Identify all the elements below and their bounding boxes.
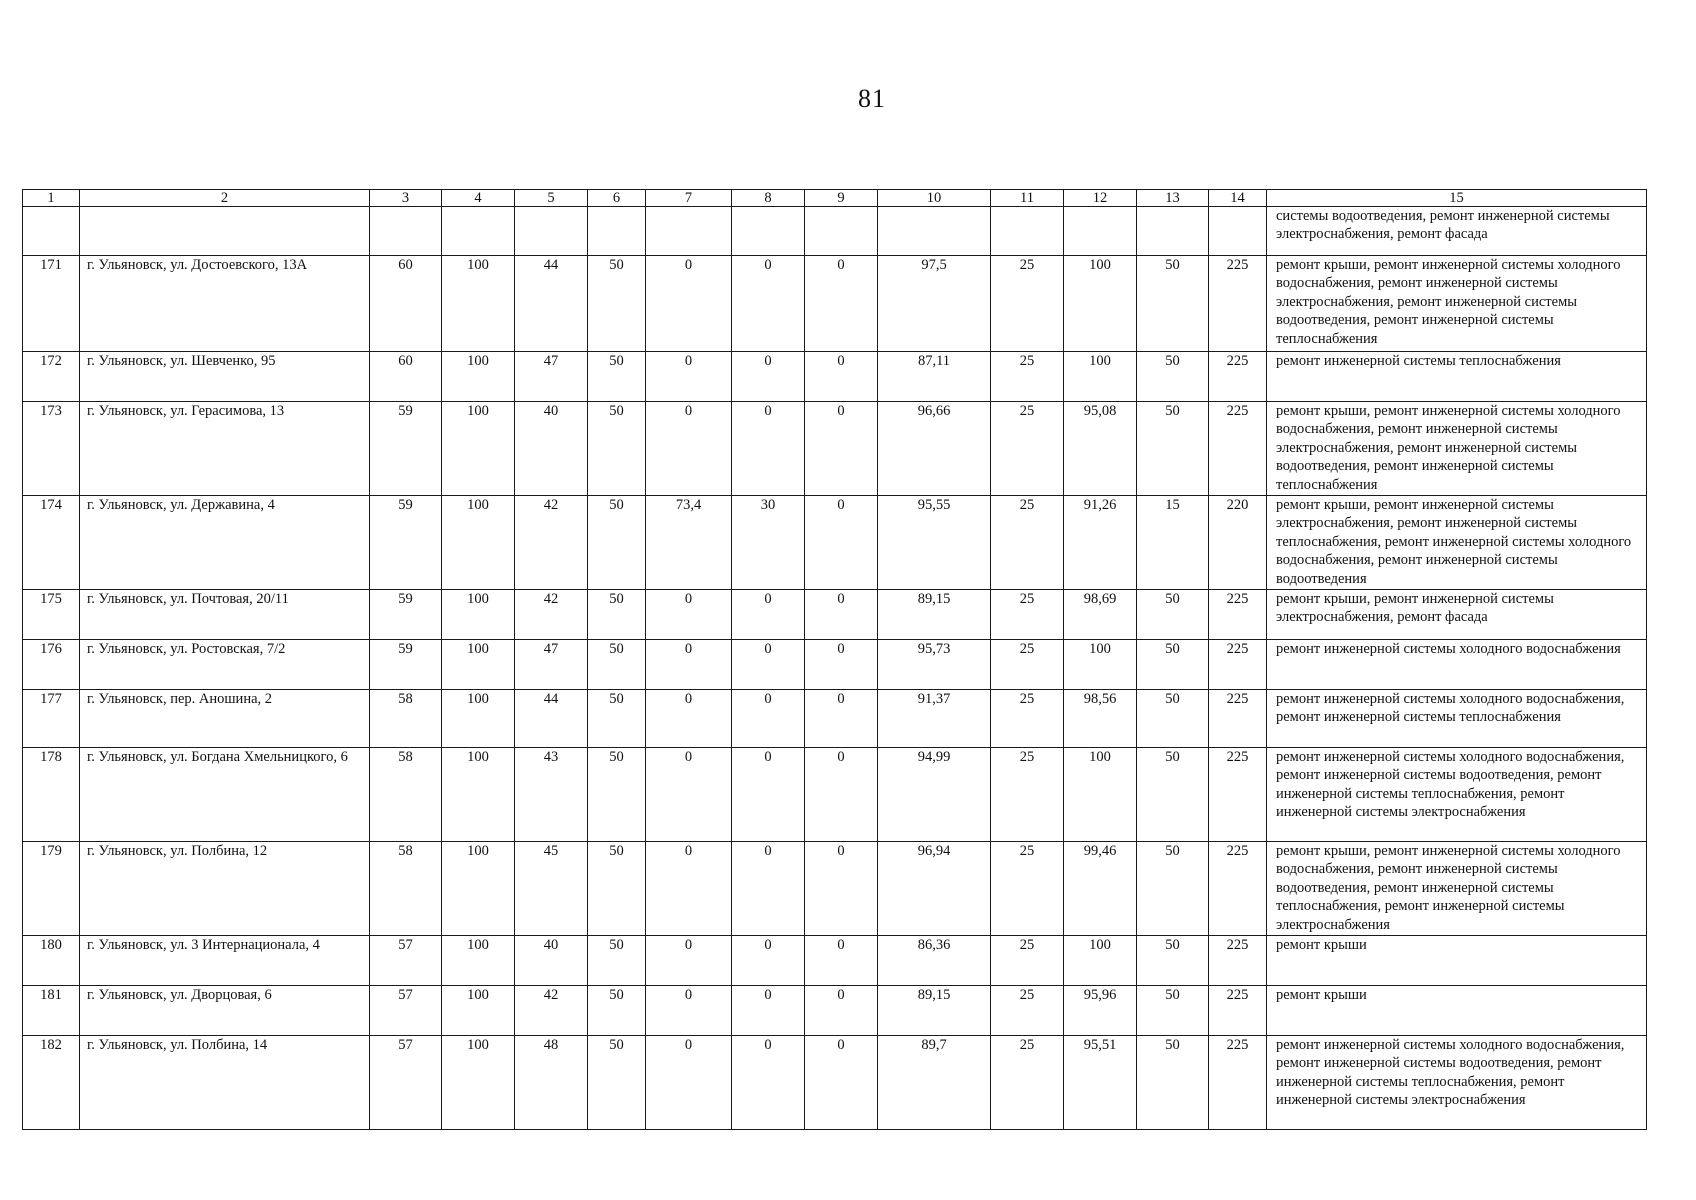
works-cell: ремонт крыши, ремонт инженерной системы электроснабжения, ремонт фасада xyxy=(1267,590,1647,640)
column-header: 12 xyxy=(1064,190,1137,207)
col9-cell: 0 xyxy=(805,352,878,402)
col10-cell: 91,37 xyxy=(878,690,991,748)
table-row xyxy=(23,748,1647,842)
col12-cell: 95,96 xyxy=(1064,986,1137,1036)
col9-cell: 0 xyxy=(805,256,878,352)
col13-cell: 50 xyxy=(1137,986,1209,1036)
works-cell: ремонт крыши xyxy=(1267,986,1647,1036)
col6-cell: 50 xyxy=(588,936,646,986)
address-cell: г. Ульяновск, ул. Герасимова, 13 xyxy=(80,402,370,496)
col13-cell: 50 xyxy=(1137,256,1209,352)
col11-cell: 25 xyxy=(991,986,1064,1036)
col7-cell: 0 xyxy=(646,690,732,748)
col3-cell: 60 xyxy=(370,352,442,402)
col14-cell: 220 xyxy=(1209,496,1267,590)
table-row xyxy=(23,496,1647,590)
row-number-cell: 178 xyxy=(23,748,80,842)
col5-cell: 42 xyxy=(515,496,588,590)
col11-cell: 25 xyxy=(991,590,1064,640)
address-cell: г. Ульяновск, пер. Аношина, 2 xyxy=(80,690,370,748)
col8-cell: 0 xyxy=(732,842,805,936)
col11-cell: 25 xyxy=(991,352,1064,402)
table-row xyxy=(23,986,1647,1036)
address-cell: г. Ульяновск, ул. 3 Интернационала, 4 xyxy=(80,936,370,986)
col9-cell: 0 xyxy=(805,1036,878,1130)
col6-cell: 50 xyxy=(588,256,646,352)
empty-cell xyxy=(23,207,80,256)
col13-cell: 50 xyxy=(1137,842,1209,936)
col10-cell: 96,66 xyxy=(878,402,991,496)
col5-cell: 44 xyxy=(515,256,588,352)
continuation-row xyxy=(23,207,1647,256)
empty-cell xyxy=(1064,207,1137,256)
col8-cell: 0 xyxy=(732,352,805,402)
row-number-cell: 180 xyxy=(23,936,80,986)
col8-cell: 0 xyxy=(732,640,805,690)
column-header: 8 xyxy=(732,190,805,207)
col5-cell: 47 xyxy=(515,640,588,690)
table-row xyxy=(23,640,1647,690)
col13-cell: 15 xyxy=(1137,496,1209,590)
table-row xyxy=(23,690,1647,748)
col4-cell: 100 xyxy=(442,256,515,352)
col4-cell: 100 xyxy=(442,986,515,1036)
repair-table-container xyxy=(22,189,1646,1130)
repair-table xyxy=(22,189,1647,1130)
table-row xyxy=(23,256,1647,352)
works-cell: ремонт инженерной системы холодного водоснабжения, ремонт инженерной системы водоотведения, ремонт инженерной системы теплоснабжения, ремонт инженерной системы электроснабжения xyxy=(1267,1036,1647,1130)
col10-cell: 95,73 xyxy=(878,640,991,690)
col5-cell: 40 xyxy=(515,936,588,986)
col5-cell: 48 xyxy=(515,1036,588,1130)
column-header: 2 xyxy=(80,190,370,207)
col7-cell: 0 xyxy=(646,1036,732,1130)
col12-cell: 95,51 xyxy=(1064,1036,1137,1130)
row-number-cell: 173 xyxy=(23,402,80,496)
col6-cell: 50 xyxy=(588,1036,646,1130)
col9-cell: 0 xyxy=(805,986,878,1036)
col7-cell: 0 xyxy=(646,402,732,496)
col3-cell: 58 xyxy=(370,748,442,842)
address-cell: г. Ульяновск, ул. Богдана Хмельницкого, 6 xyxy=(80,748,370,842)
col10-cell: 96,94 xyxy=(878,842,991,936)
col9-cell: 0 xyxy=(805,690,878,748)
row-number-cell: 175 xyxy=(23,590,80,640)
col11-cell: 25 xyxy=(991,842,1064,936)
col9-cell: 0 xyxy=(805,590,878,640)
col7-cell: 0 xyxy=(646,986,732,1036)
address-cell: г. Ульяновск, ул. Полбина, 12 xyxy=(80,842,370,936)
col10-cell: 94,99 xyxy=(878,748,991,842)
col7-cell: 0 xyxy=(646,352,732,402)
col13-cell: 50 xyxy=(1137,690,1209,748)
col4-cell: 100 xyxy=(442,936,515,986)
col12-cell: 98,56 xyxy=(1064,690,1137,748)
col7-cell: 73,4 xyxy=(646,496,732,590)
col12-cell: 100 xyxy=(1064,936,1137,986)
column-header: 3 xyxy=(370,190,442,207)
col13-cell: 50 xyxy=(1137,1036,1209,1130)
col7-cell: 0 xyxy=(646,936,732,986)
col3-cell: 60 xyxy=(370,256,442,352)
col11-cell: 25 xyxy=(991,402,1064,496)
address-cell: г. Ульяновск, ул. Достоевского, 13А xyxy=(80,256,370,352)
col10-cell: 89,15 xyxy=(878,590,991,640)
col3-cell: 57 xyxy=(370,986,442,1036)
table-row xyxy=(23,402,1647,496)
address-cell: г. Ульяновск, ул. Дворцовая, 6 xyxy=(80,986,370,1036)
col9-cell: 0 xyxy=(805,402,878,496)
col5-cell: 45 xyxy=(515,842,588,936)
row-number-cell: 177 xyxy=(23,690,80,748)
col12-cell: 95,08 xyxy=(1064,402,1137,496)
col4-cell: 100 xyxy=(442,640,515,690)
col8-cell: 0 xyxy=(732,690,805,748)
col7-cell: 0 xyxy=(646,256,732,352)
col3-cell: 58 xyxy=(370,690,442,748)
col12-cell: 100 xyxy=(1064,640,1137,690)
col6-cell: 50 xyxy=(588,640,646,690)
address-cell: г. Ульяновск, ул. Ростовская, 7/2 xyxy=(80,640,370,690)
empty-cell xyxy=(370,207,442,256)
col14-cell: 225 xyxy=(1209,1036,1267,1130)
empty-cell xyxy=(991,207,1064,256)
col13-cell: 50 xyxy=(1137,402,1209,496)
col3-cell: 58 xyxy=(370,842,442,936)
column-header: 9 xyxy=(805,190,878,207)
address-cell: г. Ульяновск, ул. Полбина, 14 xyxy=(80,1036,370,1130)
column-header: 5 xyxy=(515,190,588,207)
works-cell: ремонт крыши, ремонт инженерной системы холодного водоснабжения, ремонт инженерной системы электроснабжения, ремонт инженерной системы водоотведения, ремонт инженерной системы теплоснабжения xyxy=(1267,402,1647,496)
col14-cell: 225 xyxy=(1209,402,1267,496)
empty-cell xyxy=(80,207,370,256)
col13-cell: 50 xyxy=(1137,590,1209,640)
col10-cell: 89,15 xyxy=(878,986,991,1036)
col12-cell: 100 xyxy=(1064,256,1137,352)
col8-cell: 0 xyxy=(732,936,805,986)
address-cell: г. Ульяновск, ул. Шевченко, 95 xyxy=(80,352,370,402)
col13-cell: 50 xyxy=(1137,352,1209,402)
col13-cell: 50 xyxy=(1137,640,1209,690)
col10-cell: 89,7 xyxy=(878,1036,991,1130)
col6-cell: 50 xyxy=(588,690,646,748)
works-cell: ремонт крыши, ремонт инженерной системы холодного водоснабжения, ремонт инженерной системы водоотведения, ремонт инженерной системы теплоснабжения, ремонт инженерной системы электроснабжения xyxy=(1267,842,1647,936)
col8-cell: 0 xyxy=(732,1036,805,1130)
empty-cell xyxy=(732,207,805,256)
col14-cell: 225 xyxy=(1209,748,1267,842)
col9-cell: 0 xyxy=(805,748,878,842)
col4-cell: 100 xyxy=(442,842,515,936)
col6-cell: 50 xyxy=(588,352,646,402)
col8-cell: 0 xyxy=(732,256,805,352)
row-number-cell: 181 xyxy=(23,986,80,1036)
col6-cell: 50 xyxy=(588,842,646,936)
address-cell: г. Ульяновск, ул. Державина, 4 xyxy=(80,496,370,590)
col4-cell: 100 xyxy=(442,1036,515,1130)
col13-cell: 50 xyxy=(1137,748,1209,842)
col9-cell: 0 xyxy=(805,842,878,936)
col14-cell: 225 xyxy=(1209,842,1267,936)
col7-cell: 0 xyxy=(646,842,732,936)
column-header: 11 xyxy=(991,190,1064,207)
works-cell: ремонт крыши, ремонт инженерной системы холодного водоснабжения, ремонт инженерной системы электроснабжения, ремонт инженерной системы водоотведения, ремонт инженерной системы теплоснабжения xyxy=(1267,256,1647,352)
col8-cell: 0 xyxy=(732,402,805,496)
empty-cell xyxy=(515,207,588,256)
row-number-cell: 172 xyxy=(23,352,80,402)
row-number-cell: 171 xyxy=(23,256,80,352)
col4-cell: 100 xyxy=(442,496,515,590)
col3-cell: 59 xyxy=(370,590,442,640)
col14-cell: 225 xyxy=(1209,640,1267,690)
col14-cell: 225 xyxy=(1209,590,1267,640)
empty-cell xyxy=(588,207,646,256)
row-number-cell: 182 xyxy=(23,1036,80,1130)
col9-cell: 0 xyxy=(805,936,878,986)
column-header: 6 xyxy=(588,190,646,207)
col12-cell: 99,46 xyxy=(1064,842,1137,936)
col5-cell: 40 xyxy=(515,402,588,496)
table-row xyxy=(23,1036,1647,1130)
col11-cell: 25 xyxy=(991,690,1064,748)
col11-cell: 25 xyxy=(991,748,1064,842)
col7-cell: 0 xyxy=(646,640,732,690)
col10-cell: 97,5 xyxy=(878,256,991,352)
col5-cell: 47 xyxy=(515,352,588,402)
col5-cell: 44 xyxy=(515,690,588,748)
col4-cell: 100 xyxy=(442,590,515,640)
col9-cell: 0 xyxy=(805,496,878,590)
col4-cell: 100 xyxy=(442,402,515,496)
col6-cell: 50 xyxy=(588,590,646,640)
col7-cell: 0 xyxy=(646,748,732,842)
col3-cell: 57 xyxy=(370,936,442,986)
column-header: 7 xyxy=(646,190,732,207)
works-cell: ремонт инженерной системы холодного водоснабжения, ремонт инженерной системы водоотведения, ремонт инженерной системы теплоснабжения, ремонт инженерной системы электроснабжения xyxy=(1267,748,1647,842)
col5-cell: 43 xyxy=(515,748,588,842)
col8-cell: 30 xyxy=(732,496,805,590)
col10-cell: 86,36 xyxy=(878,936,991,986)
col11-cell: 25 xyxy=(991,256,1064,352)
col3-cell: 57 xyxy=(370,1036,442,1130)
col14-cell: 225 xyxy=(1209,936,1267,986)
works-cell: ремонт инженерной системы теплоснабжения xyxy=(1267,352,1647,402)
col6-cell: 50 xyxy=(588,496,646,590)
works-cell: ремонт крыши xyxy=(1267,936,1647,986)
empty-cell xyxy=(878,207,991,256)
column-header: 4 xyxy=(442,190,515,207)
works-cell: ремонт инженерной системы холодного водоснабжения, ремонт инженерной системы теплоснабжения xyxy=(1267,690,1647,748)
col8-cell: 0 xyxy=(732,748,805,842)
col11-cell: 25 xyxy=(991,640,1064,690)
works-cell: ремонт инженерной системы холодного водоснабжения xyxy=(1267,640,1647,690)
empty-cell xyxy=(646,207,732,256)
row-number-cell: 179 xyxy=(23,842,80,936)
column-header: 15 xyxy=(1267,190,1647,207)
col12-cell: 98,69 xyxy=(1064,590,1137,640)
col14-cell: 225 xyxy=(1209,986,1267,1036)
col3-cell: 59 xyxy=(370,640,442,690)
empty-cell xyxy=(805,207,878,256)
col10-cell: 87,11 xyxy=(878,352,991,402)
table-row xyxy=(23,842,1647,936)
col4-cell: 100 xyxy=(442,748,515,842)
col6-cell: 50 xyxy=(588,748,646,842)
col7-cell: 0 xyxy=(646,590,732,640)
table-row xyxy=(23,352,1647,402)
address-cell: г. Ульяновск, ул. Почтовая, 20/11 xyxy=(80,590,370,640)
col12-cell: 100 xyxy=(1064,352,1137,402)
col8-cell: 0 xyxy=(732,590,805,640)
col4-cell: 100 xyxy=(442,690,515,748)
empty-cell xyxy=(442,207,515,256)
column-header: 1 xyxy=(23,190,80,207)
col6-cell: 50 xyxy=(588,986,646,1036)
col4-cell: 100 xyxy=(442,352,515,402)
col13-cell: 50 xyxy=(1137,936,1209,986)
col11-cell: 25 xyxy=(991,496,1064,590)
col12-cell: 91,26 xyxy=(1064,496,1137,590)
table-row xyxy=(23,936,1647,986)
col5-cell: 42 xyxy=(515,986,588,1036)
empty-cell xyxy=(1137,207,1209,256)
col14-cell: 225 xyxy=(1209,690,1267,748)
col14-cell: 225 xyxy=(1209,256,1267,352)
row-number-cell: 174 xyxy=(23,496,80,590)
table-row xyxy=(23,590,1647,640)
column-header: 13 xyxy=(1137,190,1209,207)
col11-cell: 25 xyxy=(991,936,1064,986)
column-header: 10 xyxy=(878,190,991,207)
col5-cell: 42 xyxy=(515,590,588,640)
header-row xyxy=(23,190,1647,207)
continuation-works-cell: системы водоотведения, ремонт инженерной системы электроснабжения, ремонт фасада xyxy=(1267,207,1647,256)
col3-cell: 59 xyxy=(370,496,442,590)
col9-cell: 0 xyxy=(805,640,878,690)
works-cell: ремонт крыши, ремонт инженерной системы электроснабжения, ремонт инженерной системы теплоснабжения, ремонт инженерной системы холодного водоснабжения, ремонт инженерной системы водоотведения xyxy=(1267,496,1647,590)
col12-cell: 100 xyxy=(1064,748,1137,842)
col14-cell: 225 xyxy=(1209,352,1267,402)
empty-cell xyxy=(1209,207,1267,256)
col11-cell: 25 xyxy=(991,1036,1064,1130)
col3-cell: 59 xyxy=(370,402,442,496)
column-header: 14 xyxy=(1209,190,1267,207)
row-number-cell: 176 xyxy=(23,640,80,690)
col8-cell: 0 xyxy=(732,986,805,1036)
col6-cell: 50 xyxy=(588,402,646,496)
page-number: 81 xyxy=(858,84,886,113)
col10-cell: 95,55 xyxy=(878,496,991,590)
